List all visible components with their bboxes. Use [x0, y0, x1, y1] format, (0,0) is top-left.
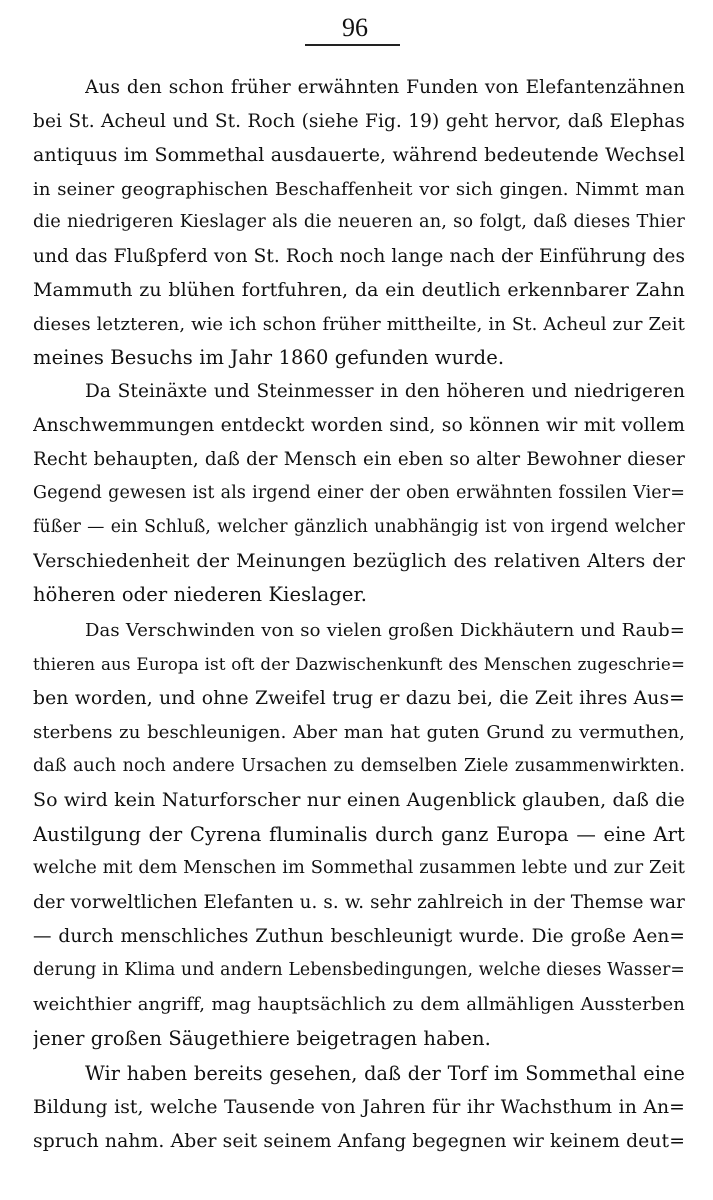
text-line: weichthier angriff, mag hauptsächlich zu dem allmähligen Aussterben — [33, 994, 685, 1015]
text-line: daß auch noch andere Ursachen zu demselben Ziele zusammenwirkten. — [33, 756, 685, 776]
text-line: jener großen Säugethiere beigetragen haben. — [33, 1027, 491, 1050]
text-line: der vorweltlichen Elefanten u. s. w. sehr zahlreich in der Themse war — [33, 892, 685, 913]
text-line: Verschiedenheit der Meinungen bezüglich des relativen Alters der — [33, 550, 685, 572]
text-line: füßer — ein Schluß, welcher gänzlich unabhängig ist von irgend welcher — [33, 517, 685, 537]
text-line: derung in Klima und andern Lebensbedingungen, welche dieses Wasser= — [33, 960, 685, 980]
text-line: Recht behaupten, daß der Mensch ein eben so alter Bewohner dieser — [33, 449, 685, 470]
text-line: antiquus im Sommethal ausdauerte, während bedeutende Wechsel — [33, 144, 685, 166]
text-line: spruch nahm. Aber seit seinem Anfang begegnen wir keinem deut= — [33, 1131, 685, 1152]
text-line: — durch menschliches Zuthun beschleunigt wurde. Die große Aen= — [33, 926, 685, 947]
text-line: Da Steinäxte und Steinmesser in den höheren und niedrigeren — [85, 381, 685, 402]
text-line: thieren aus Europa ist oft der Dazwischenkunft des Menschen zugeschrie= — [33, 654, 685, 674]
text-line: Aus den schon früher erwähnten Funden von Elefantenzähnen — [85, 77, 685, 98]
text-line: dieses letzteren, wie ich schon früher mittheilte, in St. Acheul zur Zeit — [33, 314, 685, 335]
text-line: die niedrigeren Kieslager als die neueren an, so folgt, daß dieses Thier — [33, 212, 685, 232]
page-number: 96 — [342, 13, 368, 42]
text-line: So wird kein Naturforscher nur einen Augenblick glauben, daß die — [33, 789, 685, 811]
text-line: Das Verschwinden von so vielen großen Dickhäutern und Raub= — [85, 620, 685, 641]
text-line: Wir haben bereits gesehen, daß der Torf im Sommethal eine — [85, 1062, 685, 1085]
text-line: sterbens zu beschleunigen. Aber man hat guten Grund zu vermuthen, — [33, 722, 685, 743]
text-line: Gegend gewesen ist als irgend einer der oben erwähnten fossilen Vier= — [33, 483, 685, 503]
text-line: Austilgung der Cyrena fluminalis durch ganz Europa — eine Art — [33, 823, 685, 846]
text-line: und das Flußpferd von St. Roch noch lange nach der Einführung des — [33, 246, 685, 267]
text-line: Mammuth zu blühen fortfuhren, da ein deutlich erkennbarer Zahn — [33, 279, 685, 301]
text-line: höheren oder niederen Kieslager. — [33, 583, 368, 606]
text-line: Anschwemmungen entdeckt worden sind, so können wir mit vollem — [33, 415, 685, 436]
text-line: Bildung ist, welche Tausende von Jahren für ihr Wachsthum in An= — [33, 1097, 685, 1118]
text-line: welche mit dem Menschen im Sommethal zusammen lebte und zur Zeit — [33, 858, 685, 878]
text-line: bei St. Acheul und St. Roch (siehe Fig. 19) geht hervor, daß Elephas — [33, 111, 685, 132]
page-number-rule — [305, 44, 400, 46]
text-line: meines Besuchs im Jahr 1860 gefunden wurde. — [33, 346, 505, 369]
text-line: ben worden, und ohne Zweifel trug er dazu bei, die Zeit ihres Aus= — [33, 688, 685, 709]
text-line: in seiner geographischen Beschaffenheit vor sich gingen. Nimmt man — [33, 179, 685, 200]
